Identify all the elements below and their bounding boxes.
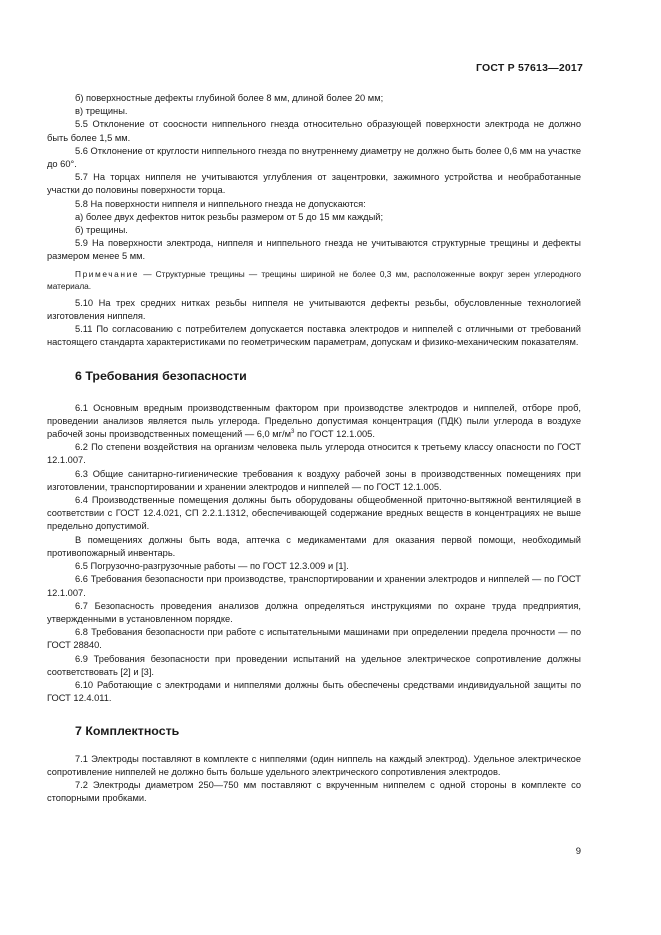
paragraph: 5.9 На поверхности электрода, ниппеля и ниппельного гнезда не учитываются структурные трещины и дефекты размером менее 5 мм. bbox=[47, 238, 581, 262]
note bbox=[47, 268, 581, 292]
paragraph: 6.7 Безопасность проведения анализов должна определяться инструкциями по охране труда предприятия, утвержденными в установленном порядке. bbox=[47, 600, 581, 624]
paragraph-text: 6.1 Основным вредным производственным фактором при производстве электродов и ниппелей, отборе проб, проведении анализов является пыль углерода. Предельно допустимая концентрация (ПДК) пыли углерода в воздухе рабочей зоны производственных помещений — 6,0 мг/м bbox=[47, 402, 581, 440]
paragraph: 6.9 Требования безопасности при проведении испытаний на удельное электрическое сопротивление должны соответствовать [2] и [3]. bbox=[47, 653, 581, 677]
note-label: Примечание bbox=[75, 268, 140, 279]
paragraph: В помещениях должны быть вода, аптечка с медикаментами для оказания первой помощи, необходимый противопожарный инвентарь. bbox=[47, 534, 581, 558]
paragraph: в) трещины. bbox=[75, 106, 128, 117]
section-7-heading: 7 Комплектность bbox=[75, 724, 180, 739]
paragraph: 5.10 На трех средних нитках резьбы ниппеля не учитываются дефекты резьбы, обусловленные технологией изготовления ниппеля. bbox=[47, 297, 581, 321]
paragraph: б) поверхностные дефекты глубиной более 8 мм, длиной более 20 мм; bbox=[75, 93, 384, 103]
document-body bbox=[47, 92, 581, 805]
paragraph: 5.7 На торцах ниппеля не учитываются углубления от зацентровки, зажимного устройства и необработанные участки до половины поверхности торца. bbox=[47, 172, 581, 196]
paragraph: б) трещины. bbox=[75, 225, 128, 236]
paragraph: 6.2 По степени воздействия на организм человека пыль углерода относится к третьему классу опасности по ГОСТ 12.1.007. bbox=[47, 442, 581, 466]
paragraph bbox=[47, 402, 581, 442]
paragraph: 5.11 По согласованию с потребителем допускается поставка электродов и ниппелей с отличными от требований настоящего стандарта характеристиками по геометрическим параметрам, допускам и физико-механическим показателям. bbox=[47, 324, 581, 348]
paragraph: а) более двух дефектов ниток резьбы размером от 5 до 15 мм каждый; bbox=[75, 211, 384, 222]
document-header: ГОСТ Р 57613—2017 bbox=[475, 62, 583, 74]
paragraph: 6.8 Требования безопасности при работе с испытательными машинами при определении предела прочности — по ГОСТ 28840. bbox=[47, 627, 581, 651]
paragraph: 6.6 Требования безопасности при производстве, транспортировании и хранении электродов и ниппелей — по ГОСТ 12.1.007. bbox=[47, 574, 581, 598]
note-text: — Структурные трещины — трещины шириной не более 0,3 мм, расположенные вокруг зерен углеродного материала. bbox=[47, 268, 581, 291]
section-6-heading: 6 Требования безопасности bbox=[75, 369, 247, 384]
paragraph: 7.1 Электроды поставляют в комплекте с ниппелями (один ниппель на каждый электрод). Удельное электрическое сопротивление ниппелей не должно быть больше удельного электрического сопротивления электродов. bbox=[47, 753, 581, 777]
paragraph: 6.10 Работающие с электродами и ниппелями должны быть обеспечены средствами индивидуальной защиты по ГОСТ 12.4.011. bbox=[47, 679, 581, 704]
paragraph: 6.3 Общие санитарно-гигиенические требования к воздуху рабочей зоны в производственных помещениях при изготовлении, транспортировании и хранении электродов и ниппелей — по ГОСТ 12.1.005. bbox=[47, 468, 581, 492]
paragraph: 5.6 Отклонение от круглости ниппельного гнезда по внутреннему диаметру не должно быть более 0,6 мм на участке до 60°. bbox=[47, 145, 581, 170]
paragraph: 5.5 Отклонение от соосности ниппельного гнезда относительно образующей поверхности электрода не должно быть более 1,5 мм. bbox=[47, 119, 581, 143]
paragraph-tail: по ГОСТ 12.1.005. bbox=[294, 429, 375, 440]
superscript: 3 bbox=[291, 428, 295, 435]
paragraph: 7.2 Электроды диаметром 250—750 мм поставляют с вкрученным ниппелем с одной стороны в комплекте со стопорными пробками. bbox=[47, 779, 581, 804]
page-number: 9 bbox=[575, 846, 581, 857]
paragraph: 6.5 Погрузочно-разгрузочные работы — по ГОСТ 12.3.009 и [1]. bbox=[75, 561, 349, 572]
paragraph: 5.8 На поверхности ниппеля и ниппельного гнезда не допускаются: bbox=[75, 198, 366, 209]
paragraph: 6.4 Производственные помещения должны быть оборудованы общеобменной приточно-вытяжной вентиляцией в соответствии с ГОСТ 12.4.021, СП 2.2.1.1312, обеспечивающей содержание вредных веществ в концентрациях не выше предельно допустимой. bbox=[47, 495, 581, 532]
